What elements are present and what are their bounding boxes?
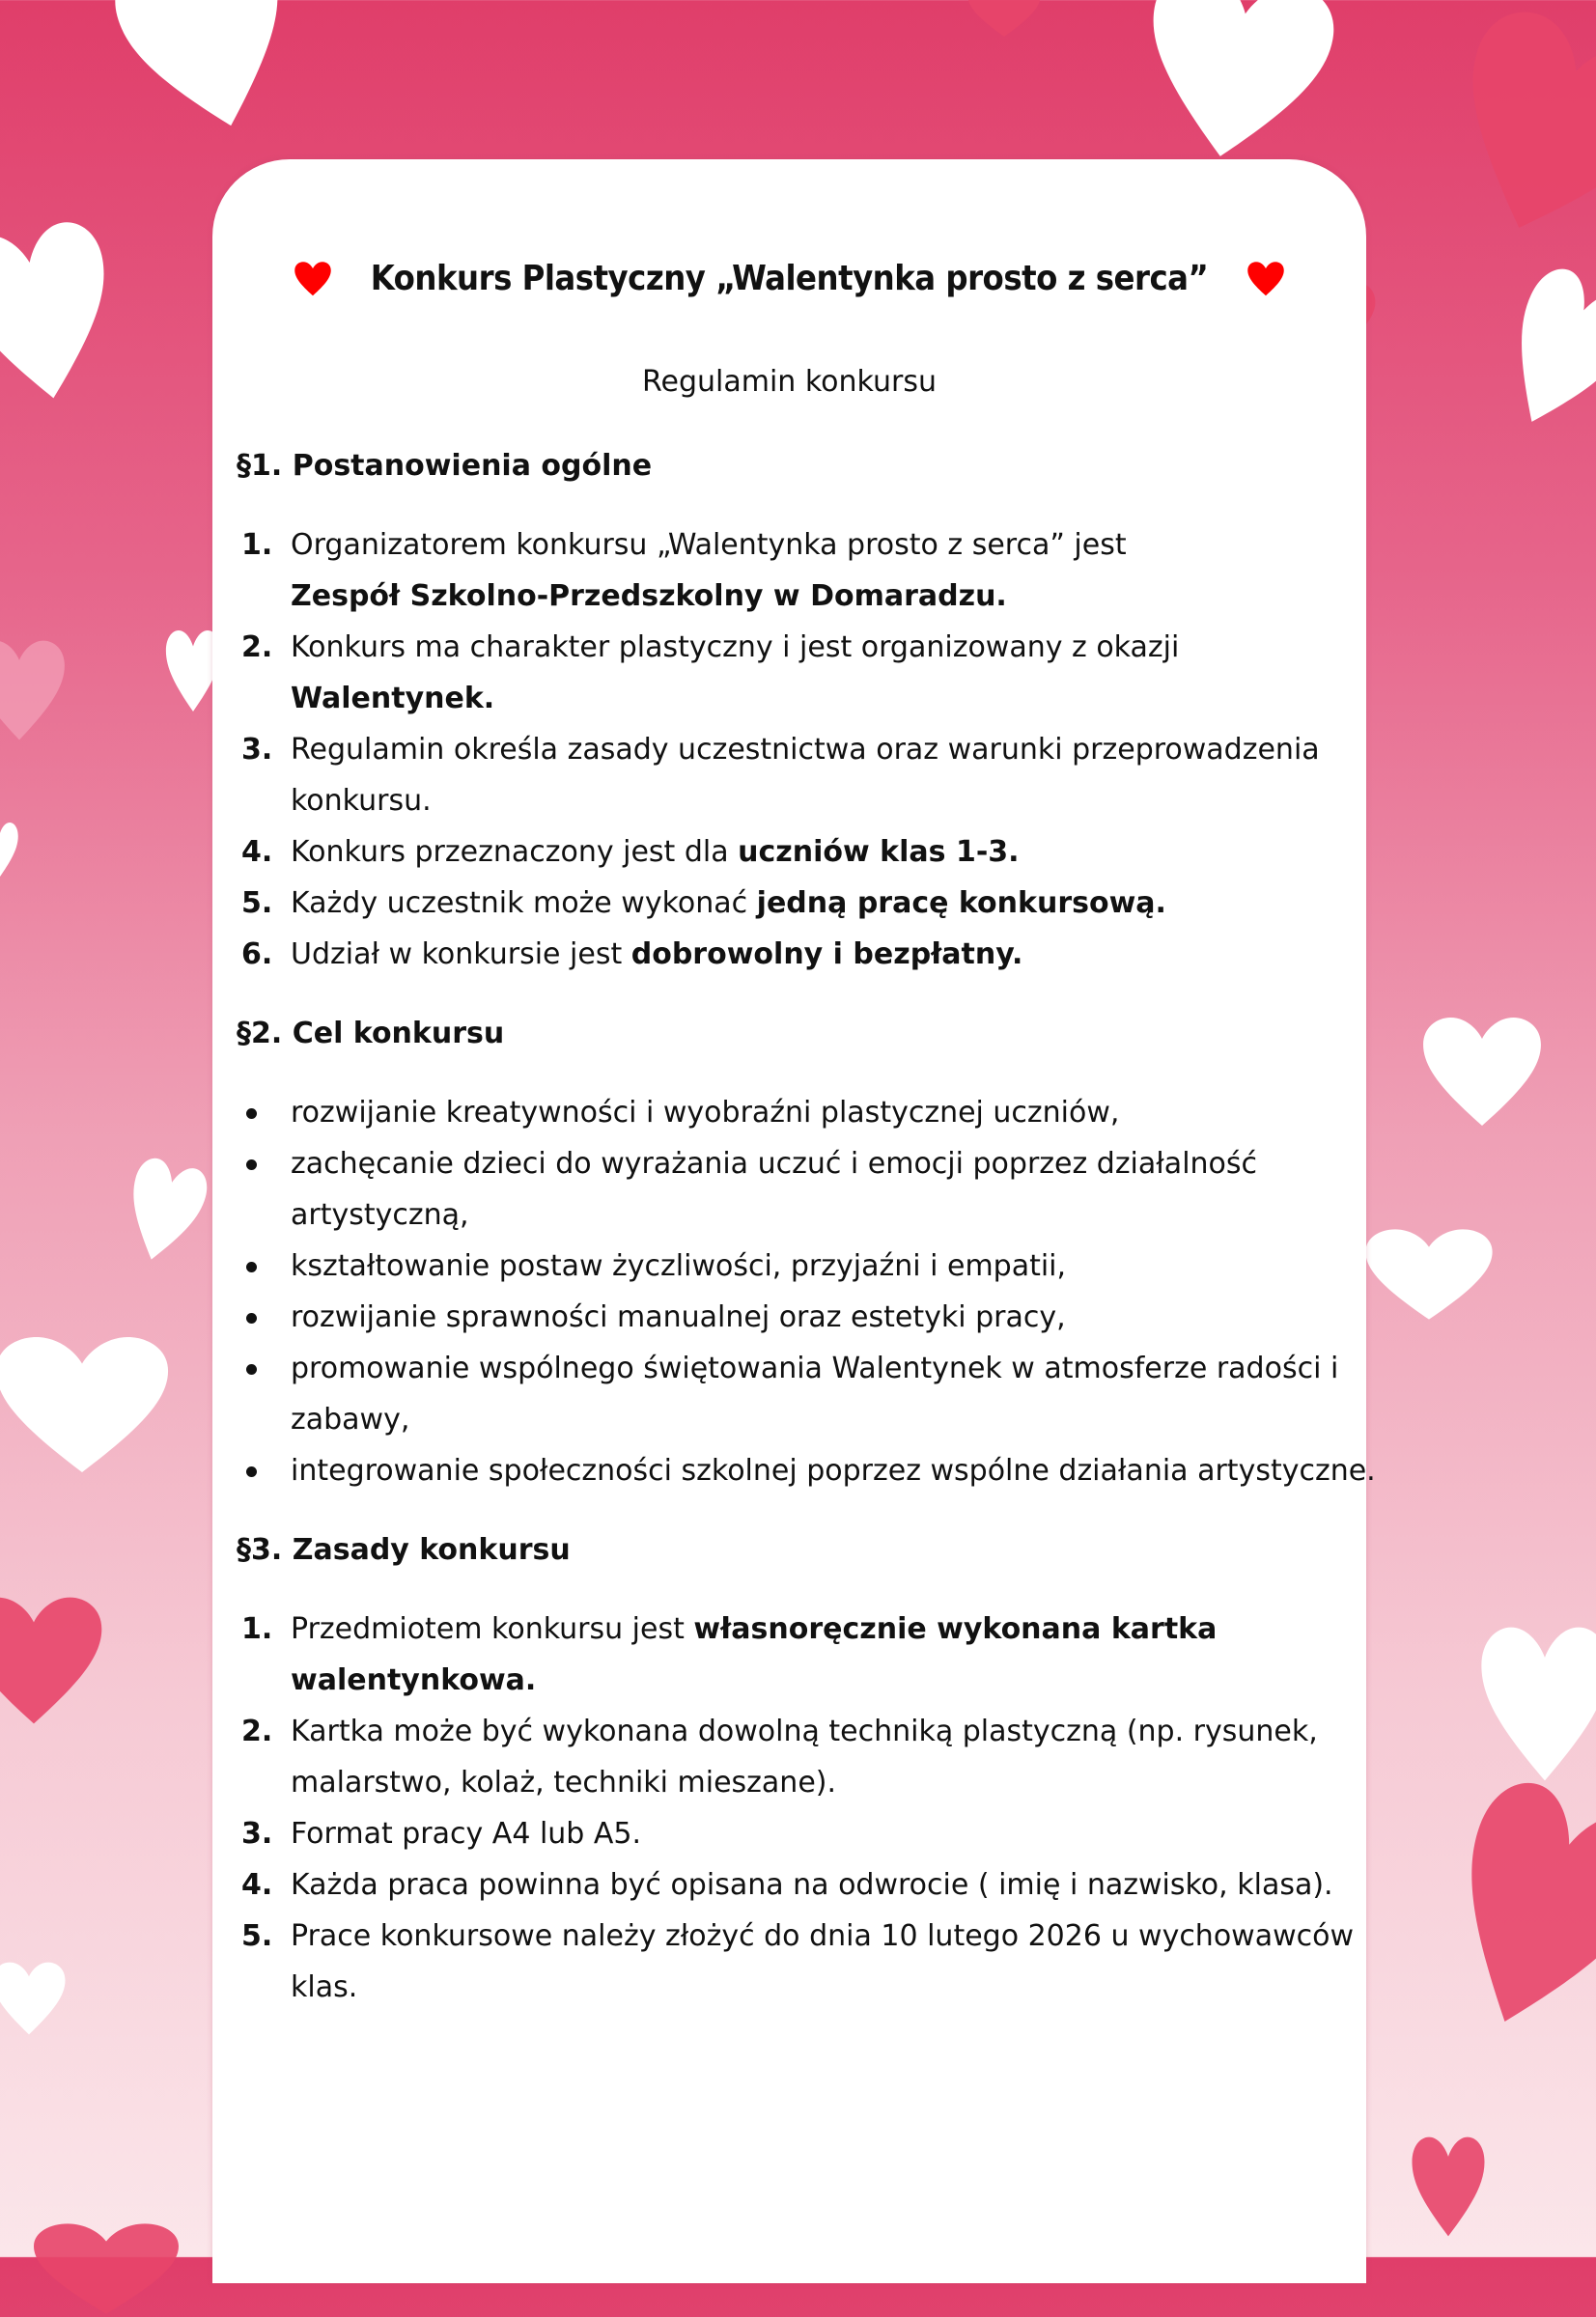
item-text: Udział w konkursie jest [291,937,631,971]
item-number: 3. [241,1817,273,1851]
item-text: Format pracy A4 lub A5. [291,1817,642,1851]
decorative-heart-icon [1124,0,1348,180]
item-text: Regulamin określa zasady uczestnictwa oraz warunki przeprowadzenia konkursu. [291,733,1320,818]
item-number: 4. [241,1868,273,1902]
list-item [237,622,1395,724]
list-item [237,878,1395,929]
item-text: Każdy uczestnik może wykonać [291,886,757,920]
list-item [237,1292,1395,1343]
list-item [237,724,1395,826]
bold-text: Walentynek. [291,682,495,715]
decorative-heart-icon [1416,0,1596,271]
item-text: rozwijanie kreatywności i wyobraźni plastycznej uczniów, [291,1096,1120,1130]
decorative-heart-icon [0,637,68,743]
item-text: Prace konkursowe należy złożyć do dnia 10 lutego 2026 u wychowawców klas. [291,1919,1355,2004]
item-text: Kartka może być wykonana dowolną techniką plastyczną (np. rysunek, malarstwo, kolaż, techniki mieszane). [291,1715,1318,1800]
list-item [237,1911,1395,2013]
numbered-list [237,1604,1395,2013]
decorative-heart-icon [1419,1014,1545,1130]
item-number: 6. [241,937,273,971]
bulleted-list [237,1087,1395,1496]
decorative-heart-icon [1477,254,1596,452]
bold-text: Zespół Szkolno-Przedszkolny w Domaradzu. [291,579,1007,613]
item-number: 1. [241,1612,273,1646]
section-3 [237,1533,1395,2013]
bold-text: własnoręcznie wykonana kartka walentynkowa. [291,1612,1218,1697]
item-text: Organizatorem konkursu „Walentynka prosto z serca” jest [291,528,1127,562]
item-text: Każda praca powinna być opisana na odwrocie ( imię i nazwisko, klasa). [291,1868,1333,1902]
bold-text: uczniów klas 1-3. [738,835,1020,869]
decorative-heart-icon [113,1151,215,1273]
item-text: rozwijanie sprawności manualnej oraz estetyki pracy, [291,1300,1066,1334]
section-1 [237,449,1395,980]
list-item [237,1859,1395,1911]
list-item [237,1808,1395,1859]
section-2 [237,1017,1395,1496]
decorative-heart-icon [1412,1761,1596,2063]
item-number: 3. [241,733,273,767]
item-text: Przedmiotem konkursu jest [291,1612,694,1646]
list-item [237,1604,1395,1706]
numbered-list [237,519,1395,980]
bullet-icon [246,1108,257,1119]
list-item [237,1706,1395,1808]
item-text: integrowanie społeczności szkolnej poprzez wspólne działania artystyczne. [291,1454,1376,1488]
section-heading: §2. Cel konkursu [237,1017,505,1050]
item-text: Konkurs przeznaczony jest dla [291,835,739,869]
list-item [237,826,1395,878]
item-number: 5. [241,1919,273,1953]
bullet-icon [246,1313,257,1324]
item-text: kształtowanie postaw życzliwości, przyjaźni i empatii, [291,1249,1067,1283]
section-heading: §1. Postanowienia ogólne [237,449,653,483]
item-text: promowanie wspólnego świętowania Walentynek w atmosferze radości i zabawy, [291,1352,1339,1437]
item-number: 2. [241,1715,273,1748]
item-number: 5. [241,886,273,920]
bullet-icon [246,1466,257,1477]
decorative-heart-icon [0,1593,106,1728]
decorative-heart-icon [0,210,130,418]
item-number: 1. [241,528,273,562]
title-row [212,259,1366,298]
decorative-heart-icon [1410,2134,1487,2240]
list-item [237,1241,1395,1292]
bullet-icon [246,1262,257,1272]
subtitle: Regulamin konkursu [642,365,937,399]
item-text: zachęcanie dzieci do wyrażania uczuć i emocji poprzez działalność artystyczną, [291,1147,1258,1232]
list-item [237,1445,1395,1496]
item-number: 4. [241,835,273,869]
regulations-content [237,449,1395,2050]
list-item [237,519,1395,622]
heart-icon [1246,261,1285,297]
list-item [237,1087,1395,1138]
section-heading: §3. Zasady konkursu [237,1533,571,1567]
decorative-heart-icon [0,821,19,879]
list-item [237,929,1395,980]
bold-text: dobrowolny i bezpłatny. [630,937,1023,971]
decorative-heart-icon [966,0,1043,39]
decorative-heart-icon [29,2220,183,2317]
item-number: 2. [241,630,273,664]
decorative-heart-icon [0,1332,174,1477]
bold-text: jedną pracę konkursową. [756,886,1166,920]
list-item [237,1138,1395,1241]
list-item [237,1343,1395,1445]
heart-icon [294,261,332,297]
bullet-icon [246,1159,257,1170]
item-text: Konkurs ma charakter plastyczny i jest organizowany z okazji [291,630,1180,664]
decorative-heart-icon [1477,1622,1596,1786]
page-title: Konkurs Plastyczny „Walentynka prosto z serca” [370,259,1209,298]
bullet-icon [246,1364,257,1375]
decorative-heart-icon [0,1960,68,2037]
decorative-heart-icon [98,0,317,154]
